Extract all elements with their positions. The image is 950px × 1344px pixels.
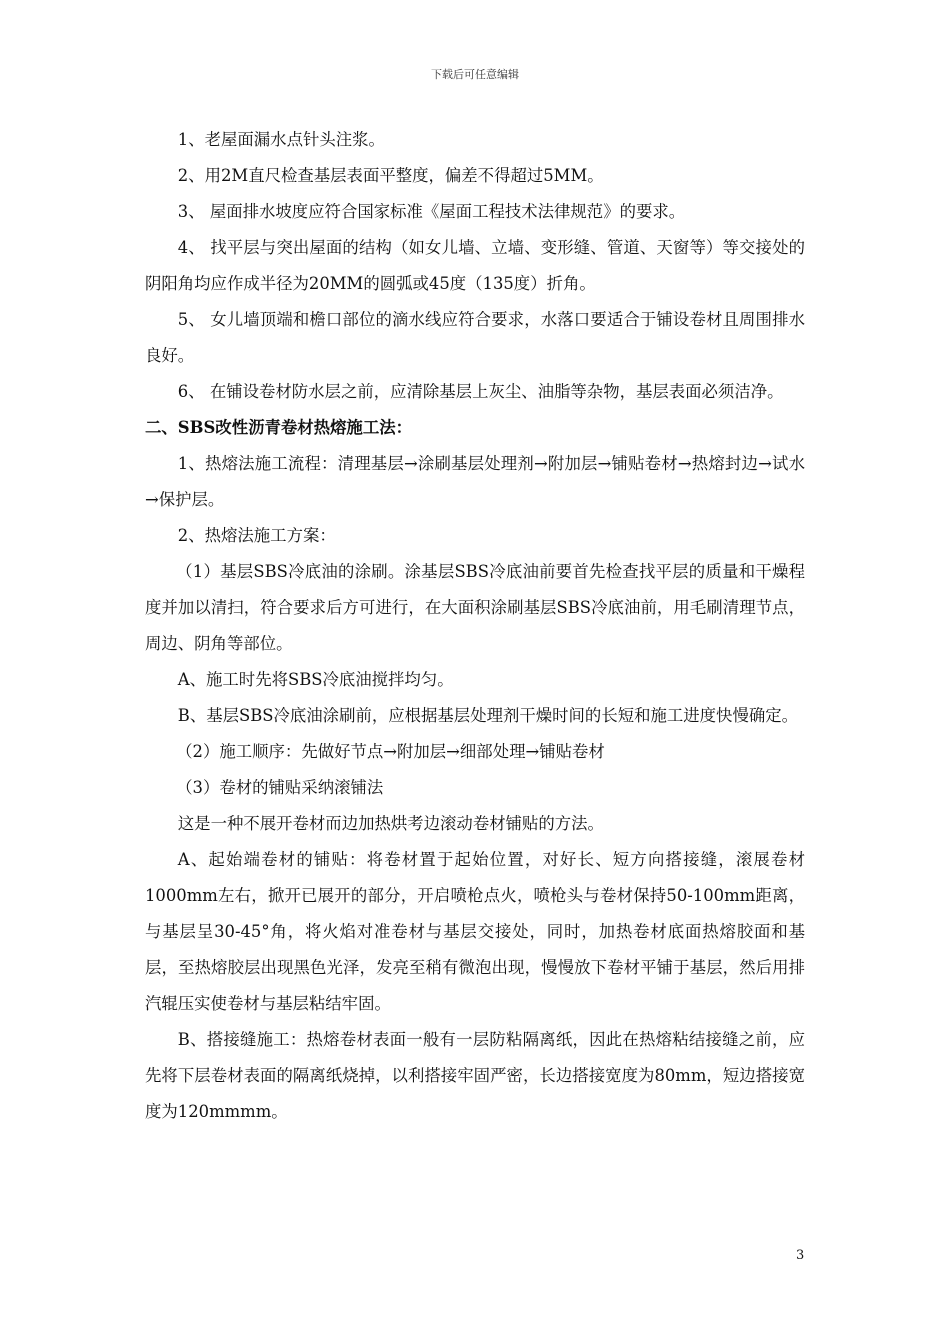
- paragraph-process-flow: 1、热熔法施工流程：清理基层→涂刷基层处理剂→附加层→铺贴卷材→热熔封边→试水→保护层。: [145, 454, 805, 509]
- paragraph-lap-seam: B、搭接缝施工：热熔卷材表面一般有一层防粘隔离纸，因此在热熔粘结接缝之前，应先将下层卷材表面的隔离纸烧掉，以利搭接牢固严密，长边搭接宽度为80mm，短边搭接宽度为120mmmm。: [145, 1030, 805, 1121]
- paragraph-primer-coating: （1）基层SBS冷底油的涂刷。涂基层SBS冷底油前要首先检查找平层的质量和干燥程度并加以清扫，符合要求后方可进行，在大面积涂刷基层SBS冷底油前，用毛刷清理节点，周边、阴角等部位。: [145, 562, 805, 653]
- paragraph-roll-description: 这是一种不展开卷材而边加热烘考边滚动卷材铺贴的方法。: [177, 814, 604, 833]
- paragraph-6: 6、 在铺设卷材防水层之前，应清除基层上灰尘、油脂等杂物，基层表面必须洁净。: [177, 382, 784, 401]
- paragraph-1: 1、老屋面漏水点针头注浆。: [177, 130, 385, 149]
- paragraph-5: 5、 女儿墙顶端和檐口部位的滴水线应符合要求，水落口要适合于铺设卷材且周围排水良好。: [145, 310, 805, 365]
- paragraph-2: 2、用2M直尺检查基层表面平整度，偏差不得超过5MM。: [177, 166, 604, 185]
- section-heading-sbs: 二、SBS改性沥青卷材热熔施工法：: [145, 418, 412, 437]
- paragraph-sequence: （2）施工顺序：先做好节点→附加层→细部处理→铺贴卷材: [176, 742, 605, 761]
- paragraph-start-end: A、起始端卷材的铺贴：将卷材置于起始位置，对好长、短方向搭接缝，滚展卷材1000mm左右，掀开已展开的部分，开启喷枪点火，喷枪头与卷材保持50-100mm距离，与基层呈30-45°角，将火焰对准卷材与基层交接处，同时，加热卷材底面热熔胶面和基层，至热熔胶层出现黑色光泽，发亮至稍有微泡出现，慢慢放下卷材平铺于基层，然后用排汽辊压实使卷材与基层粘结牢固。: [145, 850, 805, 1013]
- paragraph-roll-method: （3）卷材的铺贴采纳滚铺法: [176, 778, 384, 797]
- paragraph-primer-b: B、基层SBS冷底油涂刷前，应根据基层处理剂干燥时间的长短和施工进度快慢确定。: [177, 706, 799, 725]
- paragraph-primer-a: A、施工时先将SBS冷底油搅拌均匀。: [177, 670, 454, 689]
- document-body: [145, 122, 805, 1130]
- paragraph-4: 4、 找平层与突出屋面的结构（如女儿墙、立墙、变形缝、管道、天窗等）等交接处的阴阳角均应作成半径为20MM的圆弧或45度（135度）折角。: [145, 238, 805, 293]
- paragraph-3: 3、 屋面排水坡度应符合国家标准《屋面工程技术法律规范》的要求。: [177, 202, 686, 221]
- page-number: 3: [796, 1248, 805, 1263]
- paragraph-construction-plan: 2、热熔法施工方案：: [177, 526, 336, 545]
- page-header-note: 下载后可任意编辑: [431, 68, 519, 81]
